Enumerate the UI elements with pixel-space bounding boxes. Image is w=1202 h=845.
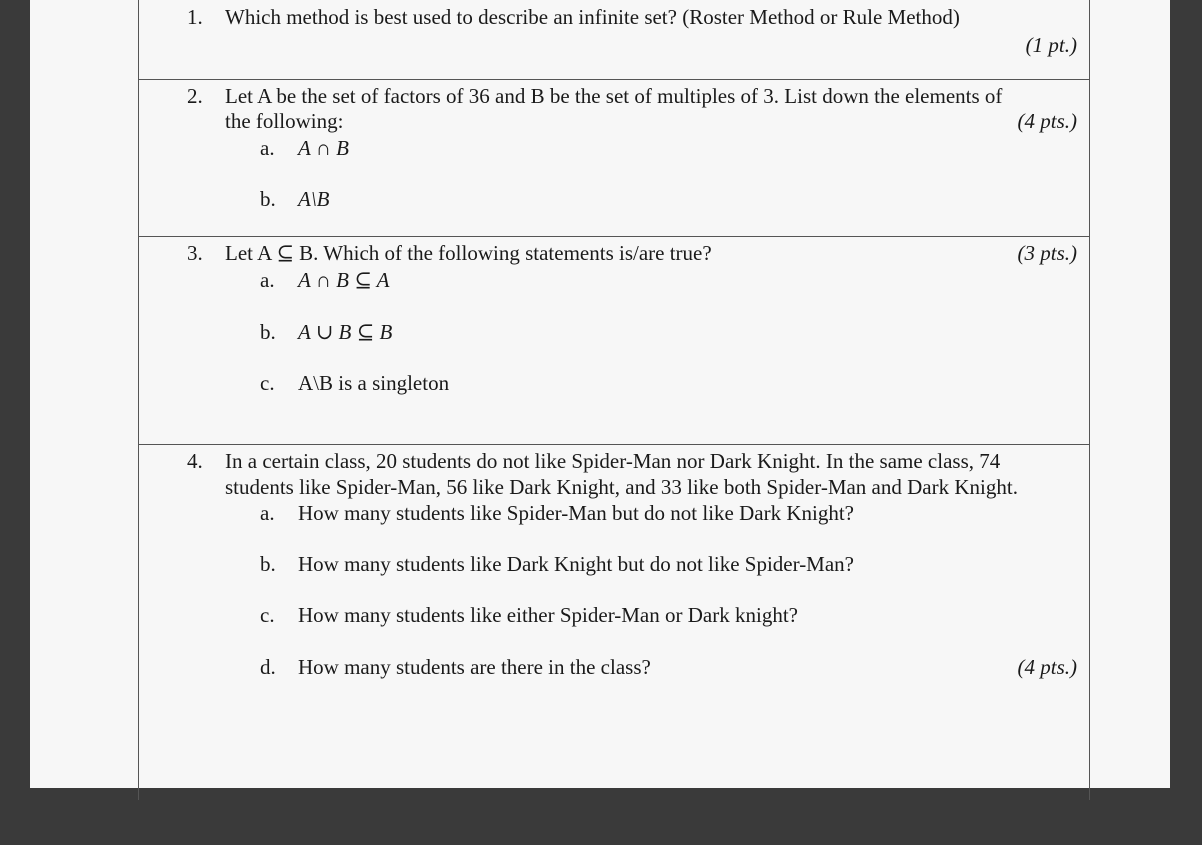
question-points: (3 pts.) [1017,241,1077,265]
question-text: Let A ⊆ B. Which of the following statements is/are true? [225,241,712,265]
question-number: 3. [187,241,203,265]
question-text-line-1: In a certain class, 20 students do not like Spider-Man nor Dark Knight. In the same class, 74 [225,449,1001,473]
question-number: 2. [187,84,203,108]
sub-item-a: a. A ∩ B [260,136,349,160]
sub-item-d: d. How many students are there in the class? [260,655,651,679]
question-text: Which method is best used to describe an infinite set? (Roster Method or Rule Method) [225,5,960,29]
question-1 [139,0,1089,80]
questions-table [138,0,1090,800]
question-number: 1. [187,5,203,29]
sub-item-a: a. A ∩ B ⊆ A [260,268,390,292]
question-text-line-2: the following: [225,109,344,133]
sub-item-b: b. How many students like Dark Knight but do not like Spider-Man? [260,552,854,576]
question-points: (1 pt.) [1025,33,1077,57]
question-text-line-1: Let A be the set of factors of 36 and B be the set of multiples of 3. List down the elements of [225,84,1003,108]
sub-item-a: a. How many students like Spider-Man but do not like Dark Knight? [260,501,854,525]
question-2 [139,80,1089,237]
sub-item-b: b. A\B [260,187,330,211]
sub-item-c: c. A\B is a singleton [260,371,450,395]
question-points: (4 pts.) [1017,109,1077,133]
question-text-line-2: students like Spider-Man, 56 like Dark Knight, and 33 like both Spider-Man and Dark Knight. [225,475,1018,499]
question-number: 4. [187,449,203,473]
question-4 [139,445,1089,845]
sub-item-b: b. A ∪ B ⊆ B [260,320,393,344]
question-3 [139,237,1089,445]
document-page [30,0,1170,788]
question-points: (4 pts.) [1017,655,1077,679]
sub-item-c: c. How many students like either Spider-Man or Dark knight? [260,603,798,627]
